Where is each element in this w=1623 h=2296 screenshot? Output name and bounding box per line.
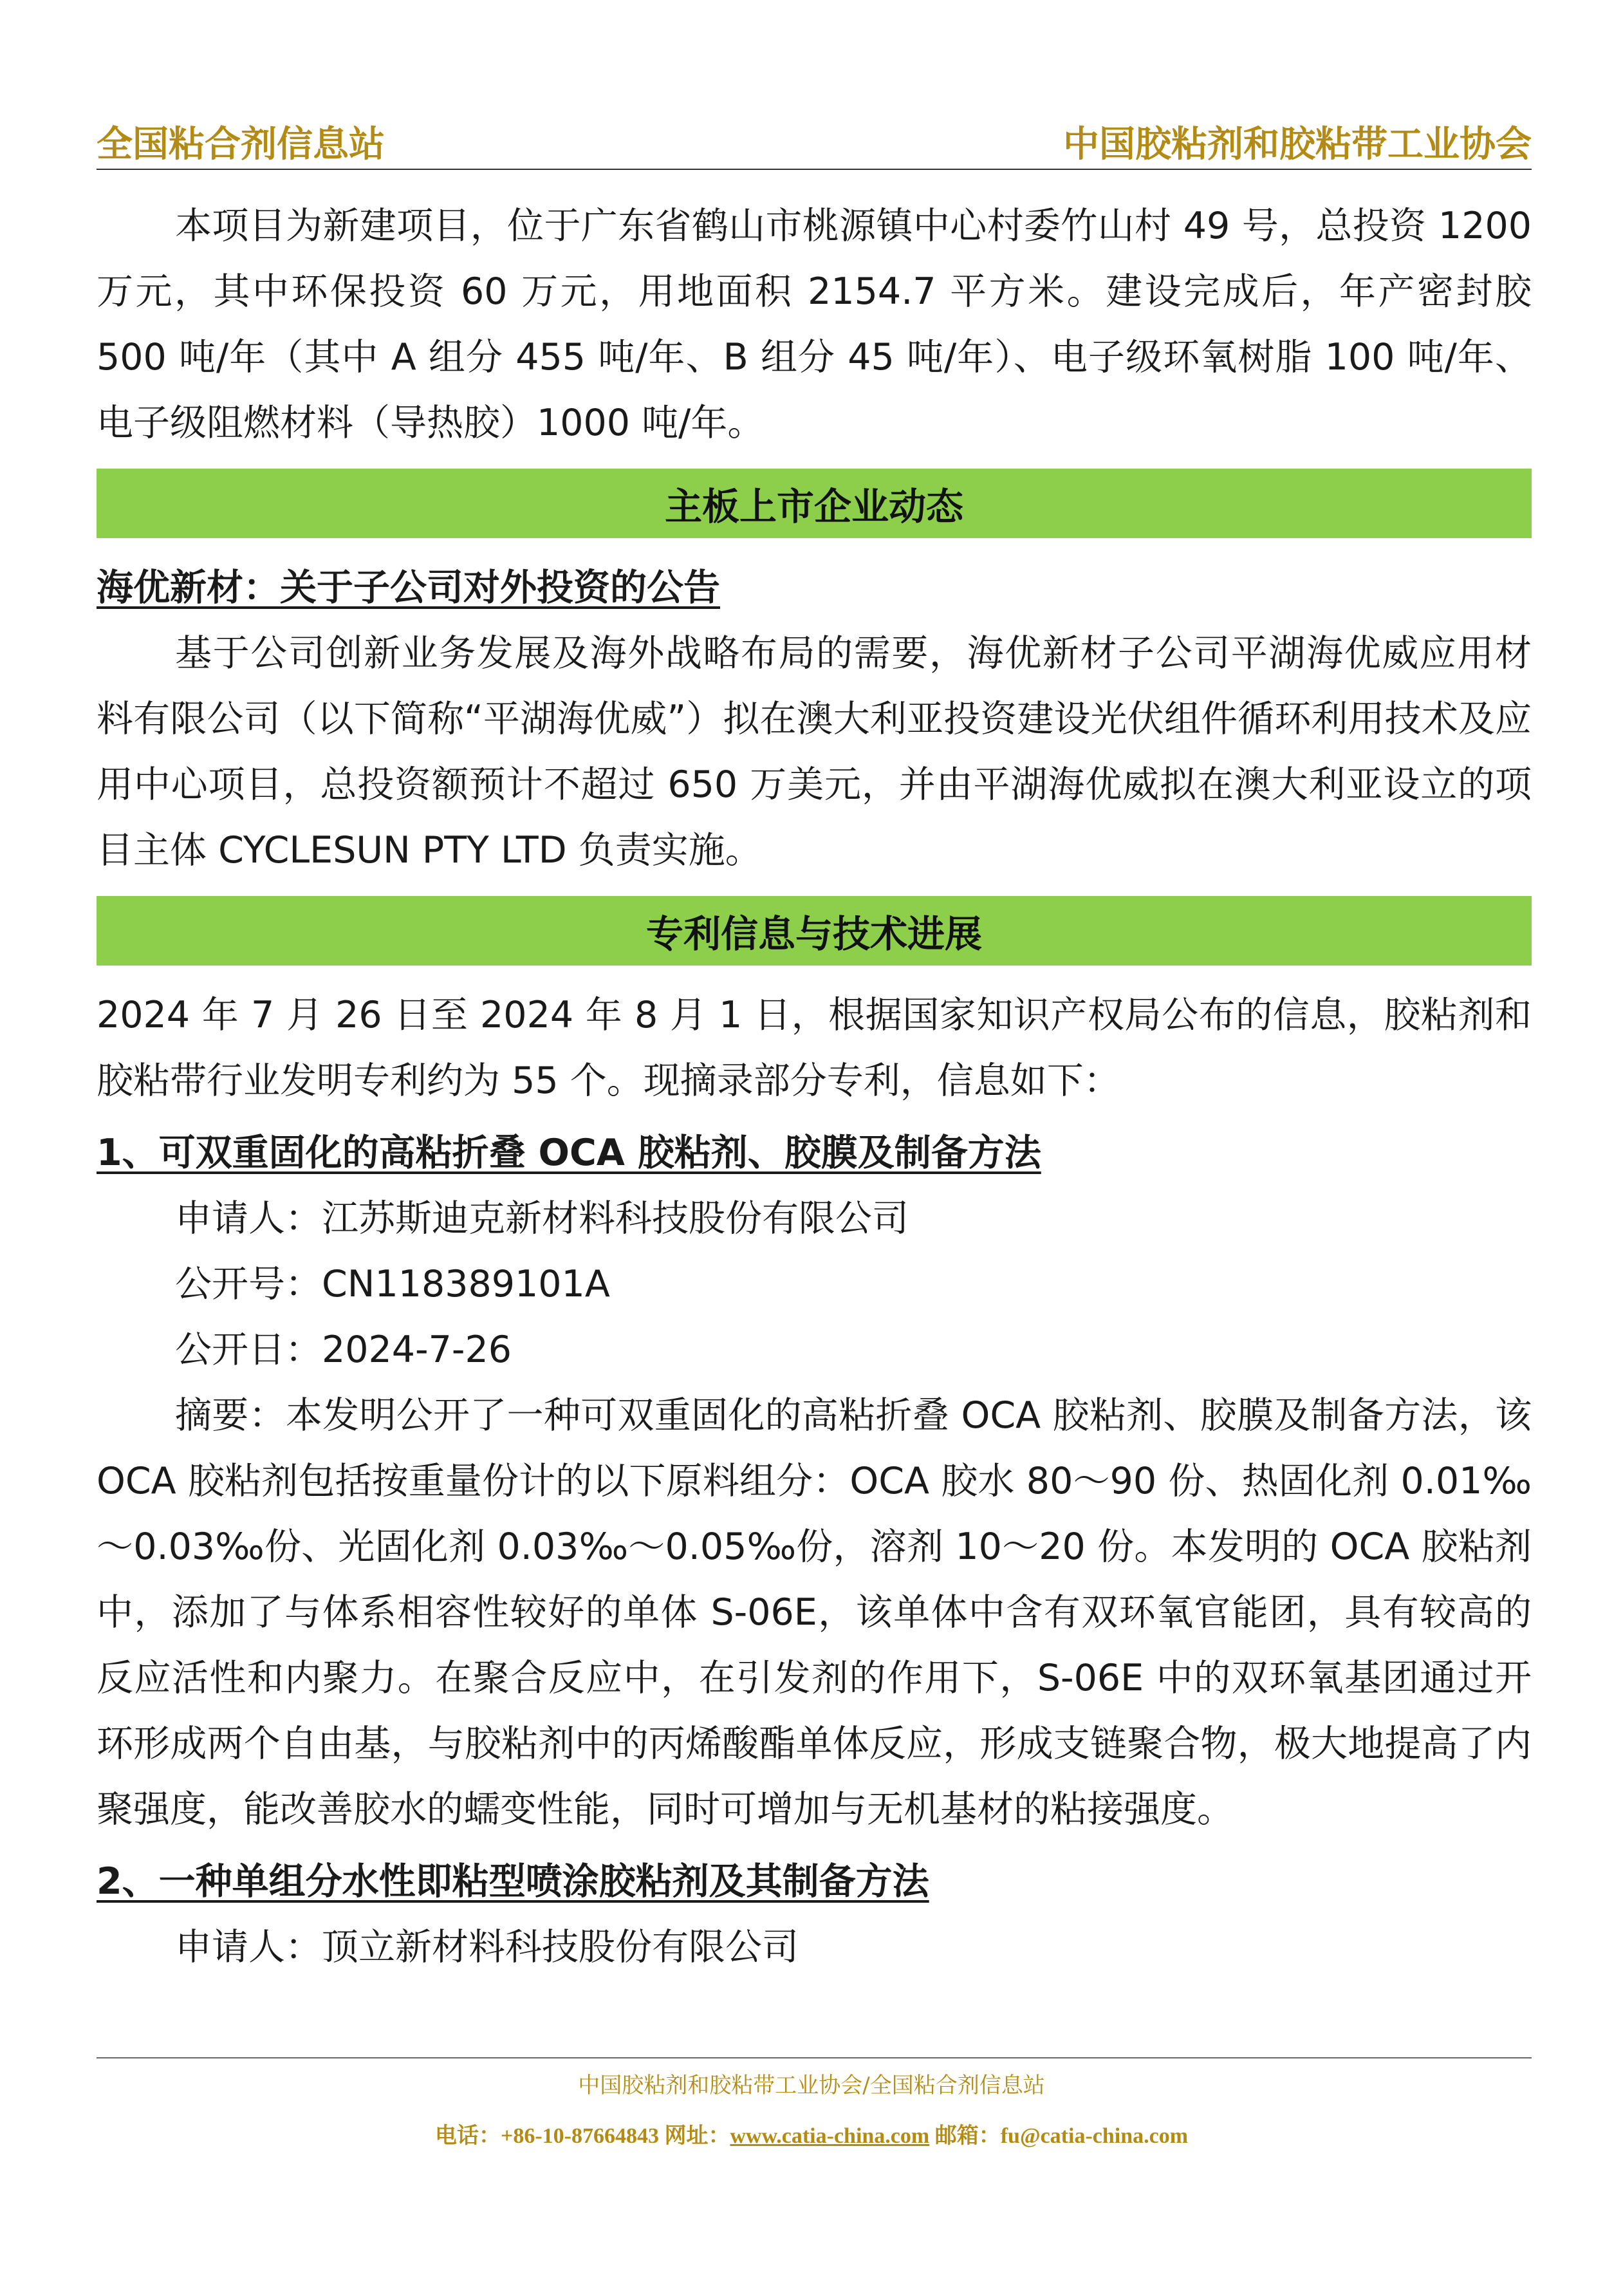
page-content xyxy=(97,193,1532,1980)
patent-1-publication-number: 公开号：CN118389101A xyxy=(175,1263,610,1305)
page-header xyxy=(97,116,1532,167)
section-banner-patents xyxy=(97,896,1532,966)
patent-2-applicant: 申请人：顶立新材料科技股份有限公司 xyxy=(175,1926,799,1968)
patent-1-title: 1、可双重固化的高粘折叠 OCA 胶粘剂、胶膜及制备方法 xyxy=(97,1132,1041,1174)
patent-2-title: 2、一种单组分水性即粘型喷涂胶粘剂及其制备方法 xyxy=(97,1860,929,1903)
footer-contact xyxy=(0,2118,1623,2149)
patent-1-applicant: 申请人：江苏斯迪克新材料科技股份有限公司 xyxy=(175,1197,909,1240)
header-right-title: 中国胶粘剂和胶粘带工业协会 xyxy=(1063,124,1532,165)
section-banner-listed-companies xyxy=(97,469,1532,538)
footer-email: 邮箱：fu@catia-china.com xyxy=(929,2124,1189,2148)
header-left-title: 全国粘合剂信息站 xyxy=(97,124,385,165)
patent-1-abstract: 摘要：本发明公开了一种可双重固化的高粘折叠 OCA 胶粘剂、胶膜及制备方法，该 OCA 胶粘剂包括按重量份计的以下原料组分：OCA 胶水 80～90 份、热固化剂 0.01‰～0.03‰份、光固化剂 0.03‰～0.05‰份，溶剂 10～20 份。本发明的 OCA 胶粘剂中，添加了与体系相容性较好的单体 S-06E，该单体中含有双环氧官能团，具有较高的反应活性和内聚力。在聚合反应中，在引发剂的作用下，S-06E 中的双环氧基团通过开环形成两个自由基，与胶粘剂中的丙烯酸酯单体反应，形成支链聚合物，极大地提高了内聚强度，能改善胶水的蠕变性能，同时可增加与无机基材的粘接强度。 xyxy=(97,1394,1532,1831)
news-headline: 海优新材：关于子公司对外投资的公告 xyxy=(97,566,720,609)
intro-paragraph: 本项目为新建项目，位于广东省鹤山市桃源镇中心村委竹山村 49 号，总投资 1200 万元，其中环保投资 60 万元，用地面积 2154.7 平方米。建设完成后，年产密封胶 500 吨/年（其中 A 组分 455 吨/年、B 组分 45 吨/年）、电子级环氧树脂 100 吨/年、电子级阻燃材料（导热胶）1000 吨/年。 xyxy=(97,205,1532,444)
footer-website-link[interactable]: www.catia-china.com xyxy=(730,2124,930,2148)
news-body: 基于公司创新业务发展及海外战略布局的需要，海优新材子公司平湖海优威应用材料有限公司（以下简称“平湖海优威”）拟在澳大利亚投资建设光伏组件循环利用技术及应用中心项目，总投资额预计不超过 650 万美元，并由平湖海优威拟在澳大利亚设立的项目主体 CYCLESUN PTY LTD 负责实施。 xyxy=(97,632,1532,872)
patent-intro: 2024 年 7 月 26 日至 2024 年 8 月 1 日，根据国家知识产权局公布的信息，胶粘剂和胶粘带行业发明专利约为 55 个。现摘录部分专利，信息如下： xyxy=(97,994,1532,1102)
footer-divider xyxy=(97,2057,1532,2058)
footer-phone: 电话：+86-10-87664843 网址： xyxy=(434,2124,730,2148)
header-divider xyxy=(97,169,1532,170)
section-title: 专利信息与技术进展 xyxy=(645,912,982,956)
footer-organization: 中国胶粘剂和胶粘带工业协会/全国粘合剂信息站 xyxy=(578,2073,1045,2098)
section-title: 主板上市企业动态 xyxy=(664,485,963,528)
patent-1-publication-date: 公开日：2024-7-26 xyxy=(175,1329,512,1371)
